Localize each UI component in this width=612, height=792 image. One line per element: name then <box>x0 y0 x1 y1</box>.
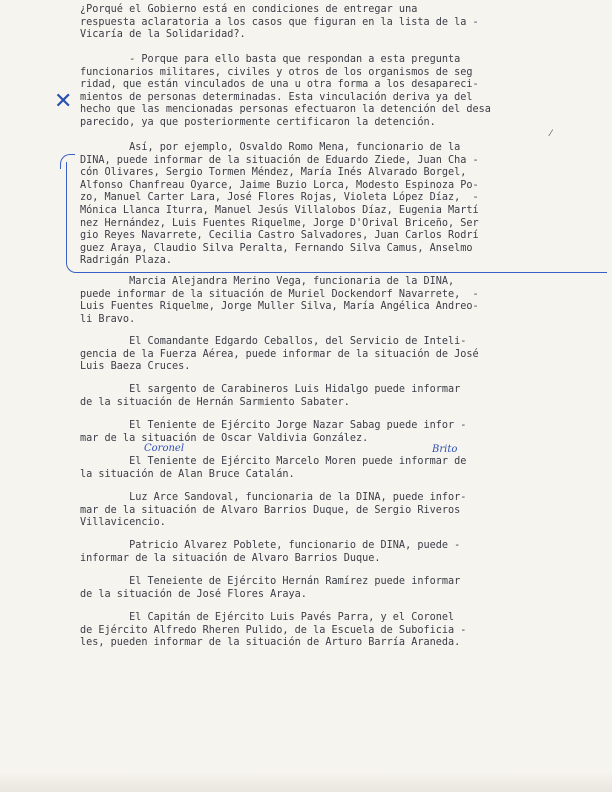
paragraph-arce <box>80 492 566 530</box>
text-line: respuesta aclaratoria a los casos que figuran en la lista de la - <box>80 16 479 28</box>
paragraph-hidalgo <box>80 384 566 409</box>
text-line: Villavicencio. <box>80 517 166 529</box>
text-line: Luis Baeza Cruces. <box>80 361 191 373</box>
text-line: nez Hernández, Luis Fuentes Riquelme, Jorge D'Orival Briceño, Ser <box>80 217 479 229</box>
text-line: funcionarios militares, civiles y otros de los organismos de seg <box>80 66 473 78</box>
text-line: El Teneiente de Ejército Hernán Ramírez puede informar <box>80 576 461 587</box>
handwritten-coronel: Coronel <box>144 443 185 454</box>
text-line: ¿Porqué el Gobierno está en condiciones de entregar una <box>80 4 418 15</box>
paragraph-ceballos <box>80 336 566 374</box>
paragraph-moren <box>80 456 566 481</box>
text-line: - Porque para ello basta que respondan a esta pregunta <box>80 54 461 65</box>
text-line: Vicaría de la Solidaridad?. <box>80 29 246 41</box>
handwritten-bracket <box>66 162 607 273</box>
text-line: mar de la situación de Alvaro Barrios Duque, de Sergio Riveros <box>80 504 461 516</box>
text-line: El Comandante Edgardo Ceballos, del Servicio de Inteli- <box>80 336 467 347</box>
paragraph-merino <box>80 276 566 326</box>
text-line: Luis Fuentes Riquelme, Jorge Muller Silva, María Angélica Andreo- <box>80 301 479 313</box>
text-line: Patricio Alvarez Poblete, funcionario de DINA, puede - <box>80 540 461 551</box>
text-line: mientos de personas determinadas. Esta vinculación deriva ya del <box>80 91 473 103</box>
paragraph-paves <box>80 612 566 650</box>
paragraph-alvarez <box>80 540 566 565</box>
paragraph-nazar <box>80 420 566 445</box>
text-line: de Ejército Alfredo Rheren Pulido, de la Escuela de Suboficia - <box>80 624 467 636</box>
handwritten-x-mark: ✕ <box>54 89 73 114</box>
text-line: hecho que las mencionadas personas efectuaron la detención del desa <box>80 104 491 116</box>
text-line: de la situación de José Flores Araya. <box>80 588 307 600</box>
text-line: cón Olivares, Sergio Tormen Méndez, María Inés Alvarado Borgel, <box>80 167 467 179</box>
handwritten-brito: Brito <box>432 444 458 455</box>
text-line: parecido, ya que posteriormente certificaron la detención. <box>80 116 436 128</box>
scan-shadow <box>0 772 612 792</box>
text-line: Marcia Alejandra Merino Vega, funcionaria de la DINA, <box>80 276 455 287</box>
text-line: El sargento de Carabineros Luis Hidalgo puede informar <box>80 384 461 395</box>
paragraph-1 <box>80 54 566 130</box>
text-line: Así, por ejemplo, Osvaldo Romo Mena, funcionario de la <box>80 142 461 153</box>
text-line: El Capitán de Ejército Luis Pavés Parra, y el Coronel <box>80 612 455 623</box>
text-line: ridad, que están vinculados de una u otra forma a los desapareci- <box>80 79 479 91</box>
text-line: zo, Manuel Carter Lara, José Flores Rojas, Violeta López Díaz, - <box>80 192 479 204</box>
paragraph-ramirez <box>80 576 566 601</box>
text-line: El Teniente de Ejército Marcelo Moren puede informar de <box>80 456 467 467</box>
question-paragraph <box>80 4 566 42</box>
text-line: El Teniente de Ejército Jorge Nazar Sabag puede infor - <box>80 420 467 431</box>
text-line: puede informar de la situación de Muriel Dockendorf Navarrete, - <box>80 288 479 300</box>
text-line: la situación de Alan Bruce Catalán. <box>80 468 295 480</box>
text-line: les, pueden informar de la situación de Arturo Barría Araneda. <box>80 637 461 649</box>
text-line: Luz Arce Sandoval, funcionaria de la DINA, puede infor- <box>80 492 467 503</box>
check-mark-icon: ⁄ <box>550 129 552 139</box>
text-line: DINA, puede informar de la situación de Eduardo Ziede, Juan Cha - <box>80 154 479 166</box>
text-line: mar de la situación de Oscar Valdivia González. <box>80 432 369 444</box>
text-line: de la situación de Hernán Sarmiento Sabater. <box>80 396 350 408</box>
text-line: guez Araya, Claudio Silva Peralta, Fernando Silva Camus, Anselmo <box>80 242 473 254</box>
text-line: informar de la situación de Alvaro Barrios Duque. <box>80 552 381 564</box>
text-line: li Bravo. <box>80 313 136 325</box>
text-line: Alfonso Chanfreau Oyarce, Jaime Buzio Lorca, Modesto Espinoza Po- <box>80 179 479 191</box>
text-line: gio Reyes Navarrete, Cecilia Castro Salvadores, Juan Carlos Rodrí <box>80 230 479 242</box>
text-line: Mónica Llanca Iturra, Manuel Jesús Villalobos Díaz, Eugenia Martí <box>80 204 479 216</box>
text-line: Radrigán Plaza. <box>80 255 173 267</box>
text-line: gencia de la Fuerza Aérea, puede informar de la situación de José <box>80 348 479 360</box>
